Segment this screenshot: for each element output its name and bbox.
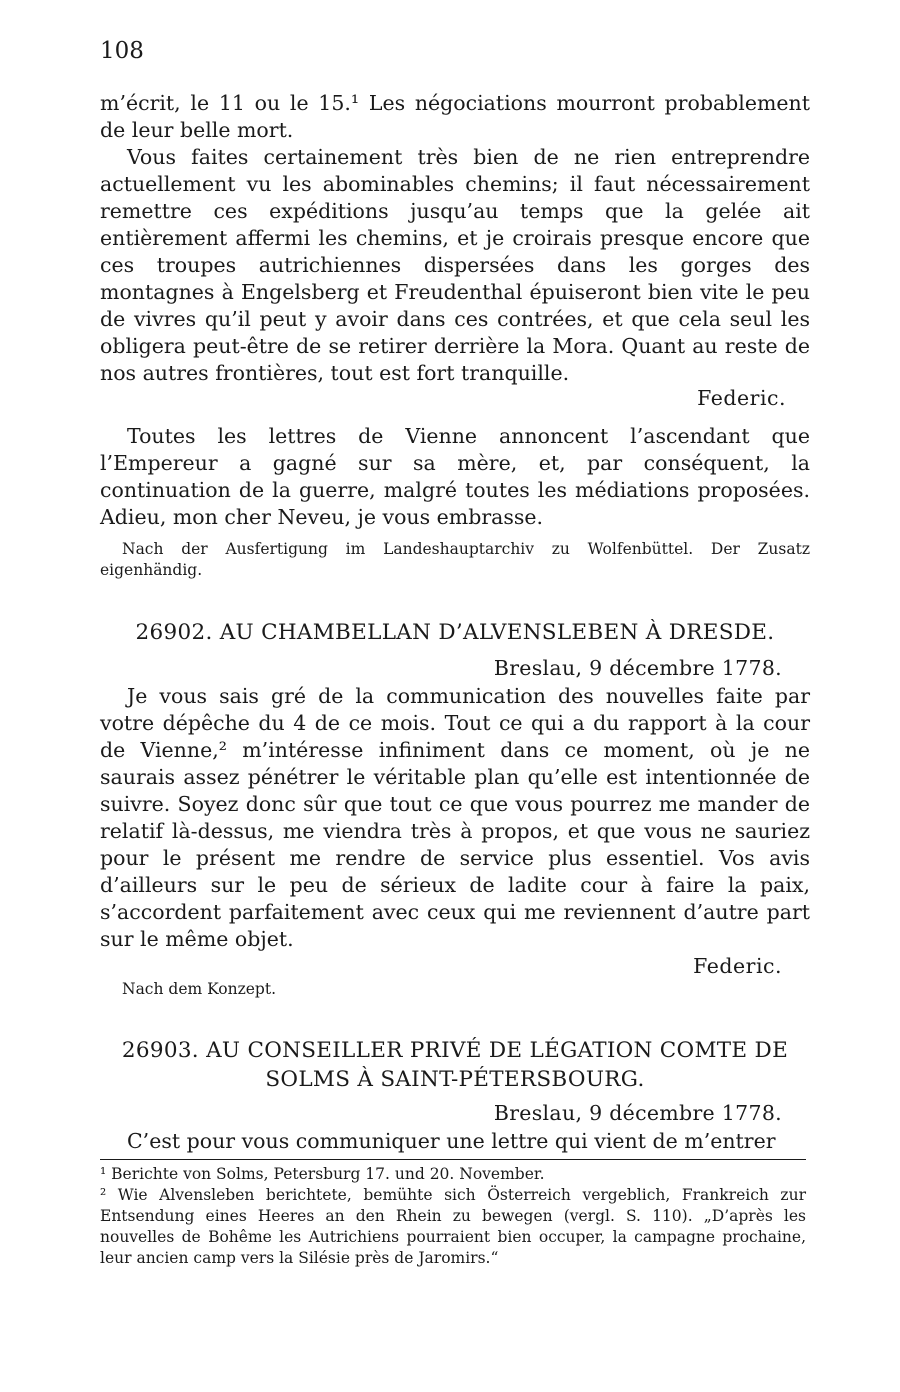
page-number: 108 [100, 38, 144, 64]
letter-body: Je vous sais gré de la communication des nouvelles faite par votre dépêche du 4 de ce mois. Tout ce qui a du rapport à la cour de Vienne,² m’intéresse infiniment dans ce moment, où je ne saurais assez pénétrer le véritable plan qu’elle est intentionnée de suivre. Soyez donc sûr que tout ce que vous pourrez me mander de relatif là-dessus, me viendra très à propos, et que vous ne sauriez pour le présent me rendre de service plus essentiel. Vos avis d’ailleurs sur le peu de sérieux de ladite cour à faire la paix, s’accordent parfaitement avec ceux qui me reviennent d’autre part sur le même objet. [100, 684, 810, 951]
letter-heading-line: 26903. AU CONSEILLER PRIVÉ DE LÉGATION COMTE DE [121, 1038, 789, 1063]
footnote: ² Wie Alvensleben berichtete, bemühte sich Österreich vergeblich, Frankreich zur Entsendung eines Heeres an den Rhein zu bewegen (vergl. S. 110). „D’après les nouvelles de Bohême les Autrichiens pourraient bien occuper, la campagne prochaine, leur ancien camp vers la Silésie près de Jaromirs.“ [100, 1186, 806, 1267]
paragraph-continuation: m’écrit, le 11 ou le 15.¹ Les négociations mourront probablement de leur belle mort. [100, 91, 810, 142]
signature: Federic. [697, 386, 786, 410]
signature: Federic. [693, 954, 782, 978]
source-note: Nach der Ausfertigung im Landeshauptarchiv zu Wolfenbüttel. Der Zusatz eigenhändig. [100, 540, 810, 579]
letter-body: C’est pour vous communiquer une lettre qui vient de m’entrer [127, 1129, 776, 1153]
footnote-divider [100, 1159, 806, 1160]
postscript: Toutes les lettres de Vienne annoncent l’ascendant que l’Empereur a gagné sur sa mère, et, par conséquent, la continuation de la guerre, malgré toutes les médiations proposées. Adieu, mon cher Neveu, je vous embrasse. [100, 424, 810, 529]
letter-heading-line: SOLMS À SAINT-PÉTERSBOURG. [265, 1067, 645, 1092]
paragraph-main: Vous faites certainement très bien de ne rien entreprendre actuellement vu les abominables chemins; il faut nécessairement remettre ces expéditions jusqu’au temps que la gelée ait entièrement affermi les chemins, et je croirais presque encore que ces troupes autrichiennes dispersées dans les gorges des montagnes à Engelsberg et Freudenthal épuiseront bien vite le peu de vivres qu’il peut y avoir dans ces contrées, et que cela seul les obligera peut-être de se retirer derrière la Mora. Quant au reste de nos autres frontières, tout est fort tranquille. [100, 145, 810, 385]
letter-heading [100, 1036, 810, 1094]
place-date: Breslau, 9 décembre 1778. [493, 1101, 782, 1125]
footnote: ¹ Berichte von Solms, Petersburg 17. und 20. November. [100, 1165, 545, 1183]
source-note: Nach dem Konzept. [122, 980, 277, 998]
place-date: Breslau, 9 décembre 1778. [493, 656, 782, 680]
letter-heading: 26902. AU CHAMBELLAN D’ALVENSLEBEN À DRESDE. [135, 620, 775, 645]
